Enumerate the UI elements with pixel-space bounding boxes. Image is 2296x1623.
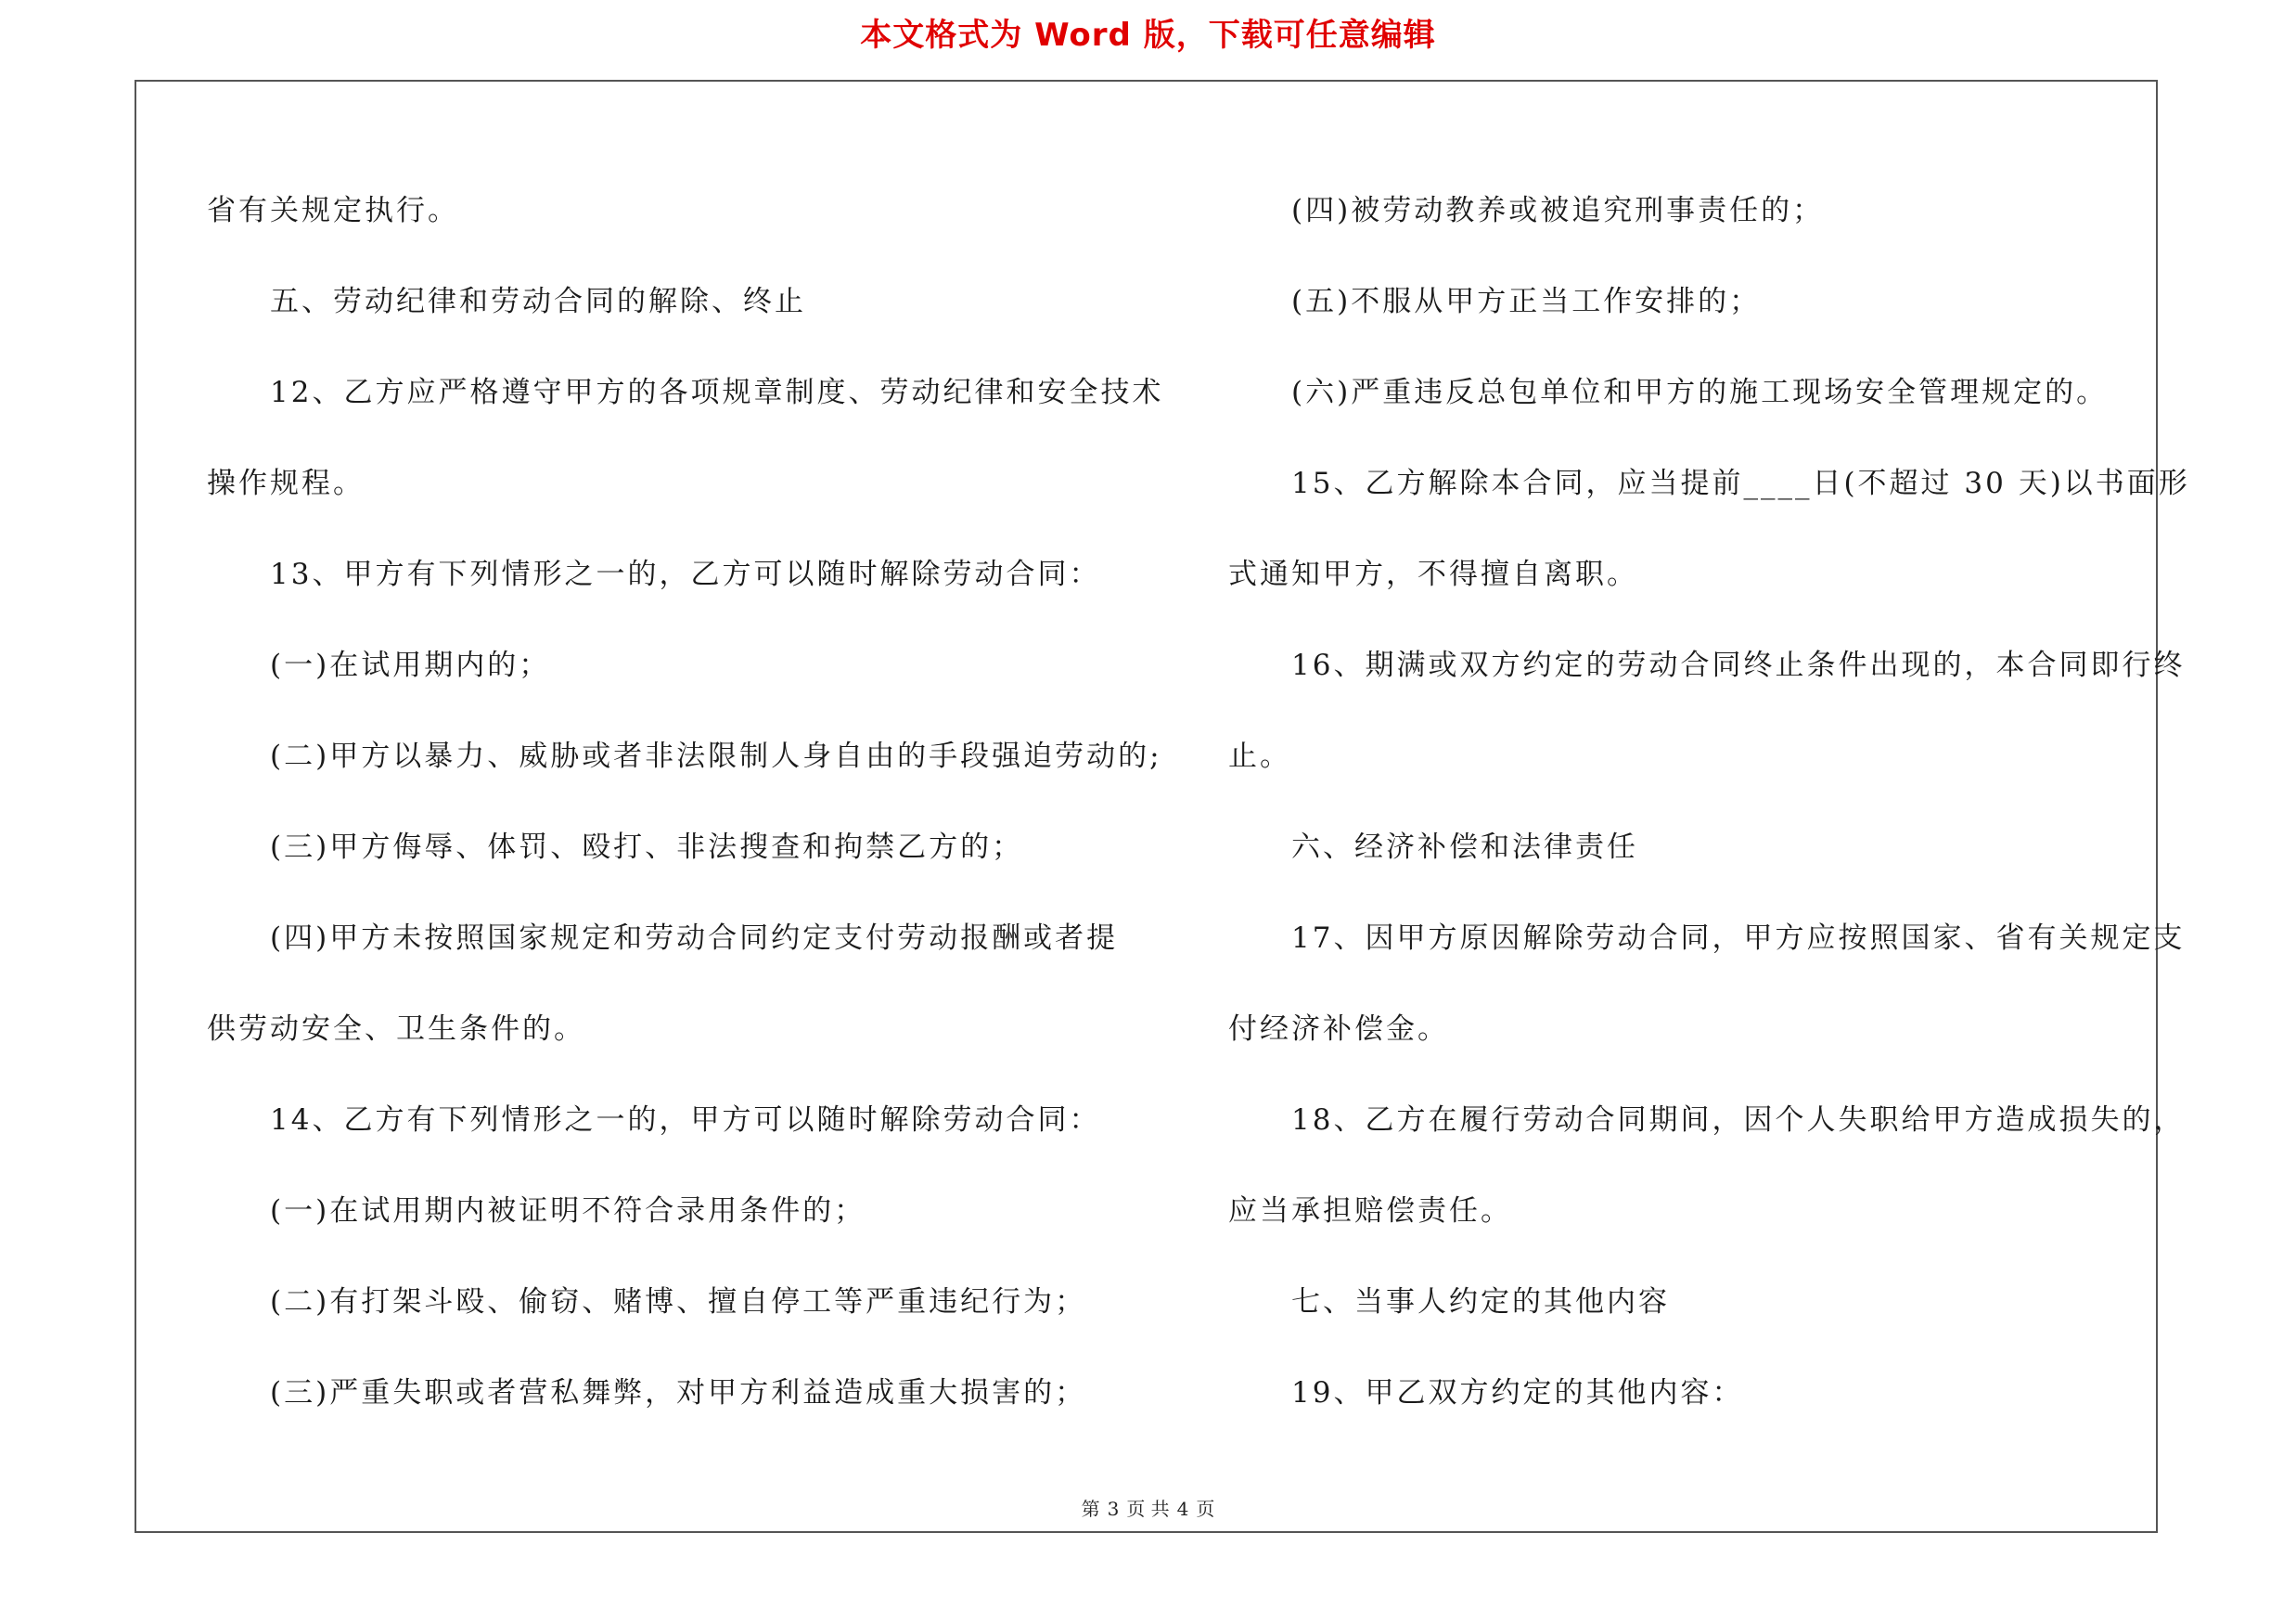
paragraph-line: 操作规程。 [207, 467, 365, 500]
paragraph-line: 14、乙方有下列情形之一的，甲方可以随时解除劳动合同： [270, 1103, 1101, 1137]
paragraph-line: 12、乙方应严格遵守甲方的各项规章制度、劳动纪律和安全技术 [270, 376, 1164, 409]
paragraph-line: 止。 [1228, 740, 1291, 773]
paragraph-line: 省有关规定执行。 [207, 194, 459, 227]
section-heading: 六、经济补偿和法律责任 [1291, 831, 1638, 864]
section-heading: 七、当事人约定的其他内容 [1291, 1285, 1670, 1319]
paragraph-line: 16、期满或双方约定的劳动合同终止条件出现的，本合同即行终 [1291, 649, 2186, 682]
footer-middle: 页 共 [1126, 1498, 1170, 1520]
format-notice-banner: 本文格式为 Word 版，下载可任意编辑 [860, 17, 1436, 54]
footer-prefix: 第 [1081, 1498, 1100, 1520]
paragraph-line: 19、甲乙双方约定的其他内容： [1291, 1376, 1744, 1410]
paragraph-line: 13、甲方有下列情形之一的，乙方可以随时解除劳动合同： [270, 558, 1101, 591]
page-footer [0, 1494, 2296, 1521]
list-item: (四)甲方未按照国家规定和劳动合同约定支付劳动报酬或者提 [270, 921, 1119, 955]
paragraph-line: 18、乙方在履行劳动合同期间，因个人失职给甲方造成损失的， [1291, 1103, 2186, 1137]
footer-suffix: 页 [1196, 1498, 1215, 1520]
total-pages-number: 4 [1176, 1498, 1189, 1520]
list-item: (一)在试用期内被证明不符合录用条件的； [270, 1194, 866, 1228]
list-item: (三)严重失职或者营私舞弊，对甲方利益造成重大损害的； [270, 1376, 1087, 1410]
list-item: (二)有打架斗殴、偷窃、赌博、擅自停工等严重违纪行为； [270, 1285, 1087, 1319]
list-item: (一)在试用期内的； [270, 649, 551, 682]
current-page-number: 3 [1107, 1498, 1120, 1520]
paragraph-line: 付经济补偿金。 [1228, 1012, 1449, 1046]
paragraph-line: 15、乙方解除本合同，应当提前____日(不超过 30 天)以书面形 [1291, 467, 2190, 500]
list-item: (二)甲方以暴力、威胁或者非法限制人身自由的手段强迫劳动的; [270, 740, 1162, 773]
list-item: (四)被劳动教养或被追究刑事责任的； [1291, 194, 1825, 227]
list-item: (五)不服从甲方正当工作安排的； [1291, 285, 1762, 318]
section-heading: 五、劳动纪律和劳动合同的解除、终止 [270, 285, 806, 318]
paragraph-line: 供劳动安全、卫生条件的。 [207, 1012, 585, 1046]
list-item: (六)严重违反总包单位和甲方的施工现场安全管理规定的。 [1291, 376, 2109, 409]
paragraph-line: 17、因甲方原因解除劳动合同，甲方应按照国家、省有关规定支 [1291, 921, 2186, 955]
list-item: (三)甲方侮辱、体罚、殴打、非法搜查和拘禁乙方的； [270, 831, 1024, 864]
paragraph-line: 式通知甲方，不得擅自离职。 [1228, 558, 1638, 591]
paragraph-line: 应当承担赔偿责任。 [1228, 1194, 1512, 1228]
